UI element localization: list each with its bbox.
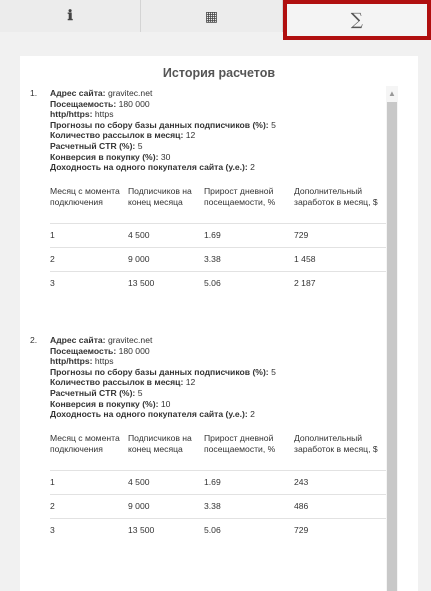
param-label: Количество рассылок в месяц: (50, 377, 184, 388)
param-value: 5 (271, 119, 276, 130)
column-header: Дополнительный заработок в месяц, $ (294, 432, 378, 455)
record-param (50, 367, 386, 378)
table-row (50, 470, 386, 494)
record-param (50, 388, 386, 399)
column-header: Подписчиков на конец месяца (128, 432, 192, 455)
table-cell: 2 187 (294, 271, 386, 295)
param-value: 5 (137, 388, 143, 399)
table-cell: 2 (50, 494, 128, 518)
record-param (50, 141, 386, 152)
column-header: Подписчиков на конец месяца (128, 185, 192, 208)
tab-info[interactable] (0, 0, 141, 32)
table-row (50, 518, 386, 542)
record-param (50, 377, 386, 388)
record-param (50, 88, 386, 99)
record-number: 2. (30, 335, 38, 346)
table-cell: 3 (50, 271, 128, 295)
sigma-icon: ∑ (350, 9, 363, 30)
table-cell: 3.38 (204, 247, 294, 271)
table-cell: 5.06 (204, 518, 294, 542)
param-value: 10 (160, 398, 171, 409)
history-panel (20, 56, 418, 591)
param-label: Расчетный CTR (%): (50, 140, 136, 151)
param-label: Количество рассылок в месяц: (50, 130, 184, 141)
record-param (50, 399, 386, 410)
param-value: 5 (137, 140, 143, 151)
param-value: 12 (185, 130, 196, 141)
column-header: Прирост дневной посещаемости, % (204, 185, 276, 208)
param-value: 2 (250, 409, 255, 420)
record-param (50, 120, 386, 131)
table-cell: 1 (50, 223, 128, 247)
param-value: 2 (250, 162, 255, 173)
param-label: Адрес сайта: (50, 88, 106, 98)
param-value: 30 (160, 151, 171, 162)
param-value: https (94, 356, 114, 367)
results-table (50, 433, 386, 542)
param-label: Прогнозы по сбору базы данных подписчиков (%): (50, 119, 269, 130)
table-cell: 729 (294, 223, 386, 247)
info-icon: ℹ (67, 8, 73, 24)
scroll-up-arrow-icon[interactable]: ▲ (388, 89, 396, 98)
param-label: Адрес сайта: (50, 335, 106, 346)
param-label: Доходность на одного покупателя сайта (у.е.): (50, 162, 248, 173)
table-header-row (50, 186, 386, 223)
param-value: https (94, 109, 114, 120)
param-value: 5 (271, 366, 276, 377)
table-cell: 9 000 (128, 494, 204, 518)
history-record (30, 335, 388, 542)
param-label: Расчетный CTR (%): (50, 388, 136, 399)
tab-bar (0, 0, 431, 32)
table-cell: 13 500 (128, 271, 204, 295)
record-param (50, 109, 386, 120)
table-cell: 4 500 (128, 223, 204, 247)
record-param (50, 356, 386, 367)
table-header-row (50, 433, 386, 470)
record-param (50, 130, 386, 141)
record-param (50, 99, 386, 110)
table-row (50, 494, 386, 518)
table-cell: 729 (294, 518, 386, 542)
record-body (50, 88, 386, 295)
scrollbar[interactable] (386, 86, 398, 591)
record-param (50, 152, 386, 163)
table-cell: 1 (50, 470, 128, 494)
scroll-thumb[interactable] (387, 102, 397, 591)
column-header: Дополнительный заработок в месяц, $ (294, 185, 378, 208)
param-label: Конверсия в покупку (%): (50, 398, 159, 409)
table-cell: 13 500 (128, 518, 204, 542)
table-cell: 3 (50, 518, 128, 542)
table-row (50, 223, 386, 247)
table-cell: 1 458 (294, 247, 386, 271)
record-param (50, 335, 386, 346)
record-number: 1. (30, 88, 38, 98)
table-cell: 5.06 (204, 271, 294, 295)
tab-calculator[interactable] (141, 0, 282, 32)
param-value: 12 (185, 377, 196, 388)
table-row (50, 271, 386, 295)
param-label: Конверсия в покупку (%): (50, 151, 159, 162)
param-label: http/https: (50, 109, 93, 120)
column-header: Месяц с момента подключения (50, 185, 120, 208)
table-cell: 2 (50, 247, 128, 271)
record-param (50, 346, 386, 357)
param-value: 180 000 (118, 345, 150, 356)
history-record (30, 88, 388, 295)
param-label: Посещаемость: (50, 98, 117, 109)
column-header: Прирост дневной посещаемости, % (204, 432, 276, 455)
record-param (50, 409, 386, 420)
table-cell: 486 (294, 494, 386, 518)
param-label: Посещаемость: (50, 345, 117, 356)
record-param (50, 162, 386, 173)
record-body (50, 335, 386, 542)
param-value: gravitec.net (107, 88, 153, 98)
calculator-icon: ▦ (204, 8, 219, 24)
table-row (50, 247, 386, 271)
table-cell: 3.38 (204, 494, 294, 518)
history-list[interactable] (30, 86, 388, 591)
param-label: Прогнозы по сбору базы данных подписчиков (%): (50, 366, 269, 377)
panel-title: История расчетов (162, 66, 276, 80)
param-label: Доходность на одного покупателя сайта (у.е.): (50, 409, 248, 420)
table-cell: 243 (294, 470, 386, 494)
table-cell: 9 000 (128, 247, 204, 271)
table-cell: 4 500 (128, 470, 204, 494)
results-table (50, 186, 386, 295)
param-value: gravitec.net (107, 335, 153, 346)
column-header: Месяц с момента подключения (50, 432, 120, 455)
tab-history[interactable] (283, 0, 431, 40)
table-cell: 1.69 (204, 223, 294, 247)
param-label: http/https: (50, 356, 93, 367)
table-cell: 1.69 (204, 470, 294, 494)
param-value: 180 000 (118, 98, 150, 109)
